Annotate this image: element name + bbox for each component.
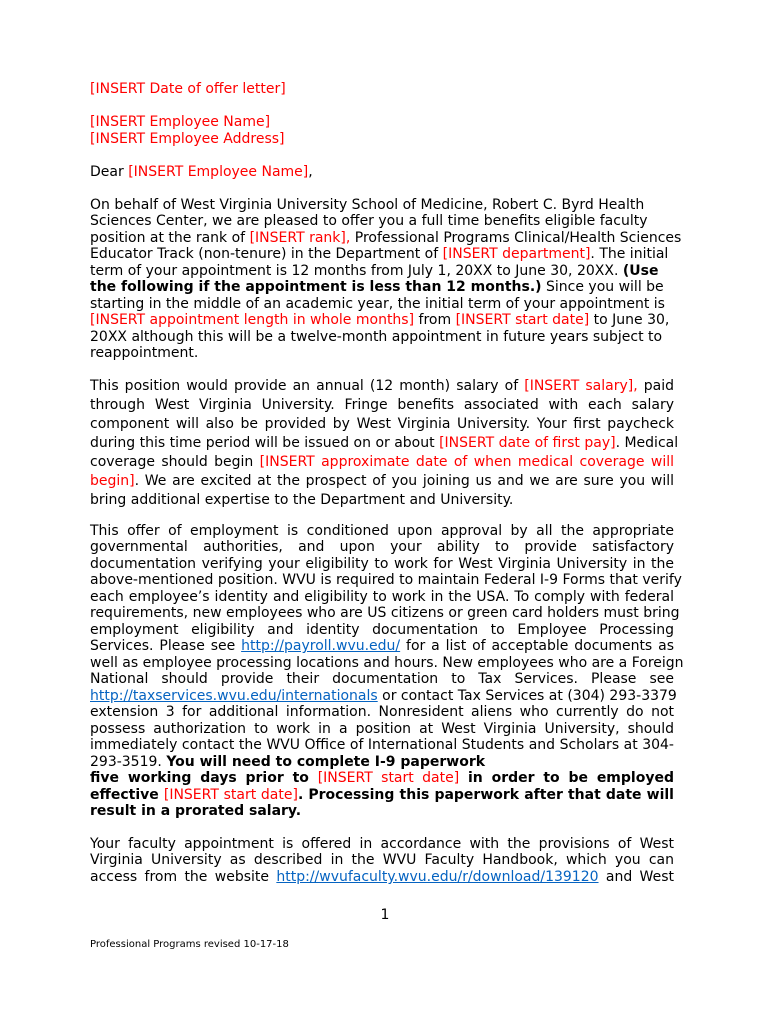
letter-page: [INSERT Date of offer letter] [INSERT Employee Name] [INSERT Employee Address] Dear [INSERT Employee Name], On behalf of West Virginia University School of Medicine, Robert C. Byrd Health Sciences Center, we are pleased to offer you a full time benefits eligible faculty position at the rank of [INSERT rank], Professional Programs Clinical/Health Sciences Educator Track (non-tenure) in the Department of [INSERT department]. The initial term of your appointment is 12 months from July 1, 20XX to June 30, 20XX. (Use the following if the appointment is less than 12 months.) Since you will be starting in the middle of an academic year, the initial term of your appointment is [INSERT appointment length in whole months] from [INSERT start date] to June 30, 20XX although this will be a twelve-month appointment in future years subject to reappointment. This position would provide an annual (12 month) salary of [INSERT salary], paid through West Virginia University. Fringe benefits associated with each salary component will also be provided by West Virginia University. Your first paycheck during this time period will be issued on or about [INSERT date of first pay]. Medical coverage should begin [INSERT approximate date of when medical coverage will begin]. We are excited at the prospect of you joining us and we are sure you will bring additional expertise to the Department and University. This offer of employment is conditioned upon approval by all the appropriate governmental authorities, and upon your ability to provide satisfactory documentation verifying your eligibility to work for West Virginia University in the above-mentioned position. WVU is required to maintain Federal I-9 Forms that verify each employee’s identity and eligibility to work in the USA. To comply with federal requirements, new employees who are US citizens or green card holders must bring employment eligibility and identity documentation to Employee Processing Services. Please see http://payroll.wvu.edu/ for a list of acceptable documents as well as employee processing locations and hours. New employees who are a Foreign National should provide their documentation to Tax Services. Please see http://taxservices.wvu.edu/internationals or contact Tax Services at (304) 293-3379 extension 3 for additional information. Nonresident aliens who currently do not possess authorization to work in a position at West Virginia University, should immediately contact the WVU Office of International Students and Scholars at 304- 293-3519. You will need to complete I-9 paperwork five working days prior to [INSERT start date] in order to be employed effective [INSERT start date]. Processing this paperwork after that date will result in a prorated salary. Your faculty appointment is offered in accordance with the provisions of West Virginia University as described in the WVU Faculty Handbook, which you can access from the website http://wvufaculty.wvu.edu/r/download/139120 and West 1 Professional Programs revised 10-17-18	[0, 0, 770, 1024]
employee-address-placeholder: [INSERT Employee Address]	[90, 131, 285, 147]
i9-notice: You will need to complete I-9 paperwork	[166, 754, 486, 770]
employee-name-placeholder: [INSERT Employee Name]	[90, 114, 271, 130]
medical-coverage-placeholder: [INSERT approximate date of when medical coverage will	[259, 454, 674, 470]
faculty-handbook-link[interactable]: http://wvufaculty.wvu.edu/r/download/139120	[276, 869, 599, 885]
start-date-placeholder: [INSERT start date]	[455, 312, 590, 328]
tax-services-link[interactable]: http://taxservices.wvu.edu/internationals	[90, 688, 378, 704]
offer-date-placeholder: [INSERT Date of offer letter]	[90, 81, 286, 97]
appointment-length-placeholder: [INSERT appointment length in whole months]	[90, 312, 415, 328]
department-placeholder: [INSERT department]	[442, 246, 591, 262]
footer-revision: Professional Programs revised 10-17-18	[90, 939, 289, 950]
salutation: Dear [INSERT Employee Name],	[90, 164, 313, 180]
page-number: 1	[380, 907, 390, 923]
salary-placeholder: [INSERT salary],	[524, 378, 638, 394]
payroll-link[interactable]: http://payroll.wvu.edu/	[241, 638, 401, 654]
start-date-placeholder-2: [INSERT start date]	[317, 770, 460, 786]
salutation-name-placeholder: [INSERT Employee Name]	[128, 164, 309, 180]
start-date-placeholder-3: [INSERT start date]	[163, 787, 298, 803]
first-pay-date-placeholder: [INSERT date of first pay]	[439, 435, 616, 451]
rank-placeholder: [INSERT rank],	[249, 230, 351, 246]
less-than-12-months-note: the following if the appointment is less than 12 months.)	[90, 279, 542, 295]
